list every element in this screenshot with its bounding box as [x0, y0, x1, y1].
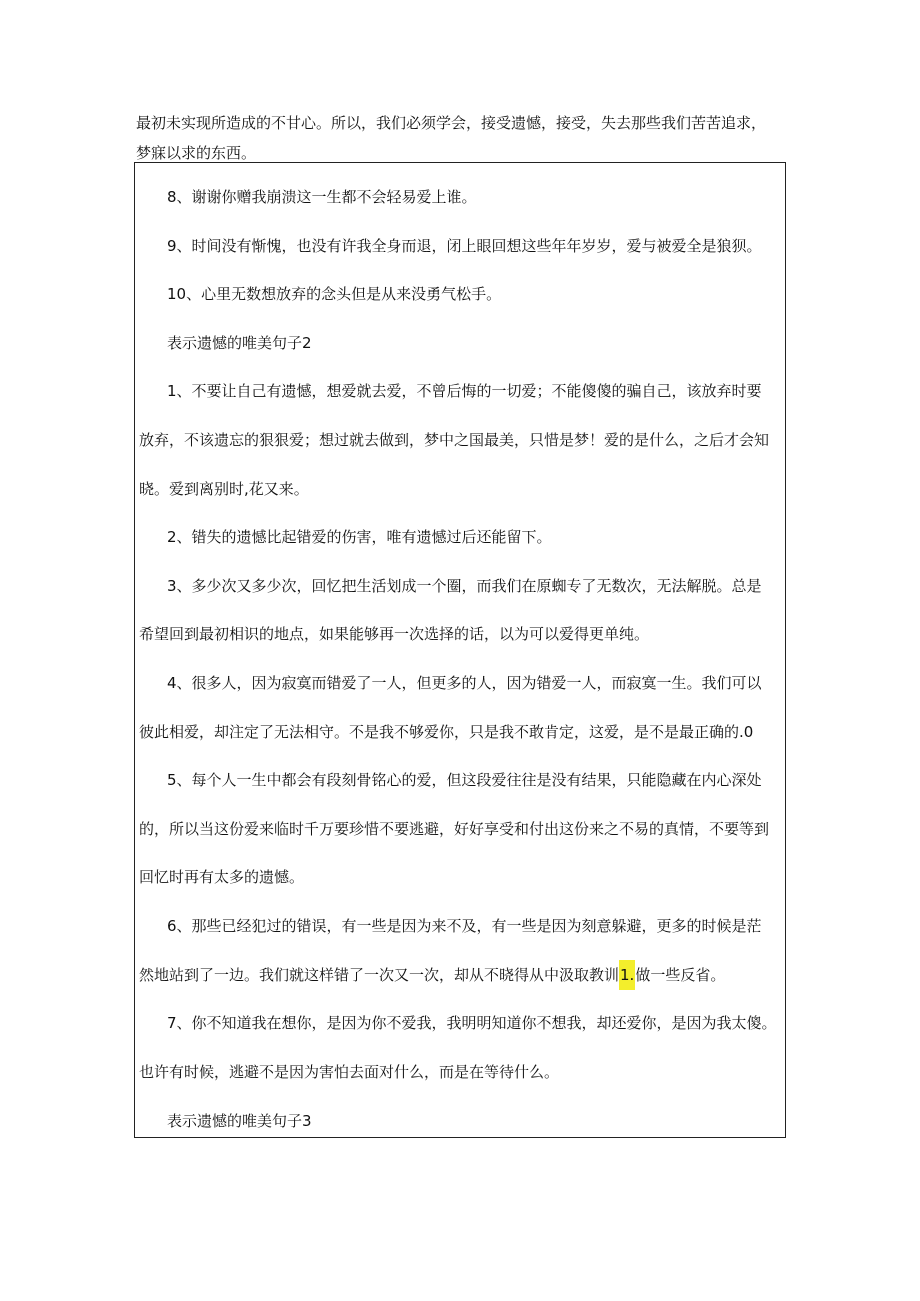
list-item: 7、你不知道我在想你，是因为你不爱我，我明明知道你不想我，却还爱你，是因为我太傻。: [167, 1014, 777, 1032]
list-item: 6、那些已经犯过的错误，有一些是因为来不及，有一些是因为刻意躲避，更多的时候是茫: [167, 917, 762, 935]
list-item: 10、心里无数想放弃的念头但是从来没勇气松手。: [167, 285, 502, 303]
list-item-continuation: 回忆时再有太多的遗憾。: [139, 868, 305, 886]
list-item: 8、谢谢你赠我崩溃这一生都不会轻易爱上谁。: [167, 188, 477, 206]
list-item-continuation: 希望回到最初相识的地点，如果能够再一次选择的话，以为可以爱得更单纯。: [139, 625, 650, 643]
list-item: 3、多少次又多少次，回忆把生活划成一个圈，而我们在原蜘专了无数次，无法解脱。总是: [167, 577, 762, 595]
list-item: 2、错失的遗憾比起错爱的伤害，唯有遗憾过后还能留下。: [167, 528, 552, 546]
line-text: 然地站到了一边。我们就这样错了一次又一次，却从不晓得从中汲取教训: [139, 966, 620, 984]
list-item-continuation: 彼此相爱，却注定了无法相守。不是我不够爱你，只是我不敢肯定，这爱，是不是最正确的.0: [139, 723, 754, 741]
intro-line: 最初未实现所造成的不甘心。所以，我们必须学会，接受遗憾，接受，失去那些我们苦苦追求，: [136, 114, 767, 132]
highlight-mark: 1.: [619, 960, 635, 990]
list-item: 9、时间没有惭愧，也没有许我全身而退，闭上眼回想这些年年岁岁，爱与被爱全是狼狈。: [167, 237, 762, 255]
list-item: 5、每个人一生中都会有段刻骨铭心的爱，但这段爱往往是没有结果，只能隐藏在内心深处: [167, 771, 762, 789]
intro-paragraph: [136, 108, 796, 168]
list-item: 1、不要让自己有遗憾，想爱就去爱，不曾后悔的一切爱；不能傻傻的骗自己，该放弃时要: [167, 382, 762, 400]
line-text: 做一些反省。: [635, 966, 726, 984]
intro-line: 梦寐以求的东西。: [136, 144, 257, 162]
list-item-continuation: 的，所以当这份爱来临时千万要珍惜不要逃避，好好享受和付出这份来之不易的真情，不要等到: [139, 820, 770, 838]
section-heading-3: 表示遗憾的唯美句子3: [167, 1112, 312, 1130]
list-item-continuation: 晓。爱到离别时,花又来。: [139, 480, 309, 498]
list-item-continuation: 放弃，不该遗忘的狠狠爱；想过就去做到，梦中之国最美，只惜是梦！爱的是什么，之后才会知: [139, 431, 770, 449]
list-item: 4、很多人，因为寂寞而错爱了一人，但更多的人，因为错爱一人，而寂寞一生。我们可以: [167, 674, 762, 692]
list-item-continuation: [139, 965, 725, 985]
bordered-content-box: [134, 162, 786, 1138]
section-heading-2: 表示遗憾的唯美句子2: [167, 334, 312, 352]
list-item-continuation: 也许有时候，逃避不是因为害怕去面对什么，而是在等待什么。: [139, 1063, 560, 1081]
